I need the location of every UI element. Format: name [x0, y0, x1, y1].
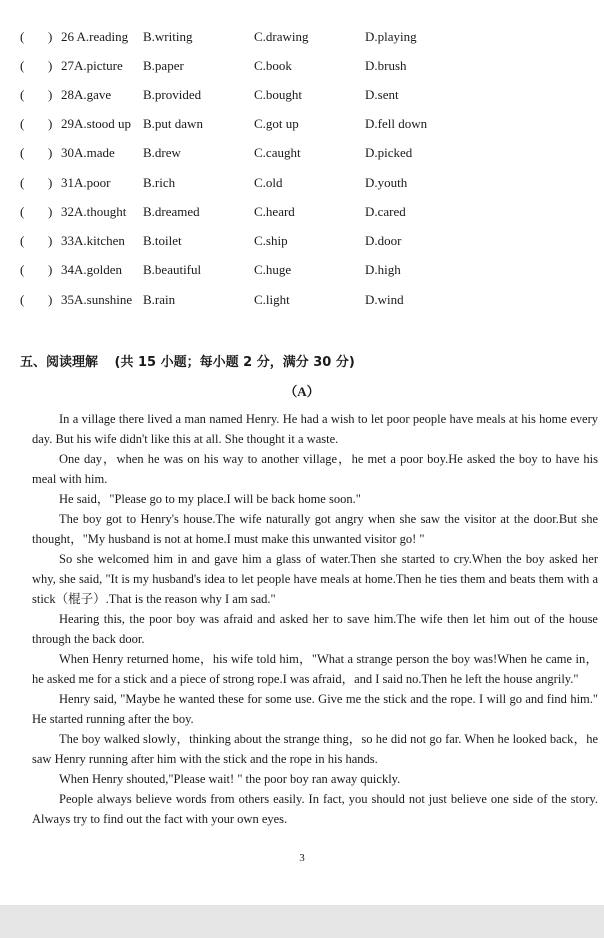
option-b: B.put dawn: [143, 116, 203, 131]
option-c: C.caught: [254, 145, 301, 160]
question-row: [0, 27, 604, 47]
option-c: C.old: [254, 175, 283, 190]
section-note: (共 15 小题；每小题 2 分，满分 30 分): [114, 355, 355, 370]
option-c: C.drawing: [254, 29, 309, 44]
option-a: 35A.sunshine: [61, 292, 133, 307]
passage-paragraph: Henry said, "Maybe he wanted these for some use. Give me the stick and the rope. I will go and find him." He started running after the boy.: [32, 692, 598, 726]
question-row: [0, 202, 604, 222]
option-a: 26 A.reading: [61, 29, 129, 44]
option-d: D.youth: [365, 175, 408, 190]
option-d: D.playing: [365, 29, 417, 44]
part-label: （A）: [284, 384, 320, 399]
answer-paren-close: ): [48, 58, 53, 73]
passage-paragraph: One day，when he was on his way to another village，he met a poor boy.He asked the boy to have his meal with him.: [32, 452, 598, 486]
answer-paren-close: ): [48, 87, 53, 102]
option-a: 29A.stood up: [61, 116, 132, 131]
option-b: B.provided: [143, 87, 202, 102]
option-d: D.sent: [365, 87, 399, 102]
bottom-gray-strip: [0, 905, 604, 938]
option-b: B.writing: [143, 29, 193, 44]
answer-paren-close: ): [48, 116, 53, 131]
passage-paragraph: The boy walked slowly，thinking about the strange thing，so he did not go far. When he looked back，he saw Henry running after him with the stick and the rope in his hands.: [32, 732, 598, 766]
answer-paren-open: (: [20, 292, 25, 307]
answer-paren-close: ): [48, 262, 53, 277]
option-b: B.toilet: [143, 233, 182, 248]
passage-paragraph: When Henry returned home，his wife told him，"What a strange person the boy was!When he came in，he asked me for a stick and a piece of strong rope.I was afraid，and I said no.Then he left the house angrily.": [32, 652, 598, 686]
answer-paren-close: ): [48, 233, 53, 248]
passage-paragraph: So she welcomed him in and gave him a glass of water.Then she started to cry.When the boy asked her why, she said, "It is my husband's idea to let people have meals at home.Then he ties them and beats them with a stick（棍子）.That is the reason why I am sad.": [32, 552, 598, 606]
section-heading: [20, 351, 355, 370]
question-row: [0, 173, 604, 193]
option-c: C.got up: [254, 116, 299, 131]
answer-paren-close: ): [48, 175, 53, 190]
option-d: D.fell down: [365, 116, 428, 131]
question-row: [0, 114, 604, 134]
answer-paren-open: (: [20, 145, 25, 160]
answer-paren-close: ): [48, 29, 53, 44]
option-d: D.high: [365, 262, 401, 277]
passage-paragraph: Hearing this, the poor boy was afraid and asked her to save him.The wife then let him out of the house through the back door.: [32, 612, 598, 646]
option-a: 31A.poor: [61, 175, 111, 190]
answer-paren-open: (: [20, 233, 25, 248]
page-number: 3: [299, 852, 305, 864]
answer-paren-open: (: [20, 87, 25, 102]
option-b: B.drew: [143, 145, 181, 160]
option-c: C.heard: [254, 204, 295, 219]
option-b: B.beautiful: [143, 262, 202, 277]
question-row: [0, 231, 604, 251]
option-b: B.paper: [143, 58, 184, 73]
option-a: 34A.golden: [61, 262, 123, 277]
reading-passage: [32, 409, 598, 829]
answer-paren-close: ): [48, 204, 53, 219]
answer-paren-open: (: [20, 58, 25, 73]
option-a: 27A.picture: [61, 58, 123, 73]
option-b: B.dreamed: [143, 204, 200, 219]
passage-paragraph: In a village there lived a man named Henry. He had a wish to let poor people have meals at his home every day. But his wife didn't like this at all. She thought it a waste.: [32, 412, 598, 446]
option-b: B.rain: [143, 292, 176, 307]
question-row: [0, 290, 604, 310]
option-d: D.wind: [365, 292, 404, 307]
passage-paragraph: The boy got to Henry's house.The wife naturally got angry when she saw the visitor at the door.But she thought，"My husband is not at home.I must make this unwanted visitor go! ": [32, 512, 598, 546]
passage-paragraph: He said，"Please go to my place.I will be back home soon.": [59, 492, 361, 506]
answer-paren-open: (: [20, 29, 25, 44]
answer-paren-close: ): [48, 145, 53, 160]
answer-paren-close: ): [48, 292, 53, 307]
section-title: 五、阅读理解: [20, 355, 99, 370]
answer-paren-open: (: [20, 262, 25, 277]
option-d: D.door: [365, 233, 402, 248]
question-row: [0, 85, 604, 105]
option-c: C.bought: [254, 87, 303, 102]
answer-paren-open: (: [20, 116, 25, 131]
option-d: D.picked: [365, 145, 413, 160]
option-c: C.ship: [254, 233, 288, 248]
option-d: D.cared: [365, 204, 406, 219]
option-b: B.rich: [143, 175, 176, 190]
answer-paren-open: (: [20, 175, 25, 190]
option-c: C.huge: [254, 262, 292, 277]
option-a: 30A.made: [61, 145, 115, 160]
answer-paren-open: (: [20, 204, 25, 219]
option-a: 28A.gave: [61, 87, 112, 102]
question-row: [0, 143, 604, 163]
option-c: C.book: [254, 58, 292, 73]
passage-paragraph: People always believe words from others easily. In fact, you should not just believe one side of the story. Always try to find out the fact with your own eyes.: [32, 792, 598, 826]
passage-paragraph: When Henry shouted,"Please wait! " the poor boy ran away quickly.: [59, 772, 401, 786]
option-d: D.brush: [365, 58, 407, 73]
option-c: C.light: [254, 292, 290, 307]
option-a: 32A.thought: [61, 204, 127, 219]
question-row: [0, 56, 604, 76]
question-row: [0, 260, 604, 280]
option-a: 33A.kitchen: [61, 233, 125, 248]
